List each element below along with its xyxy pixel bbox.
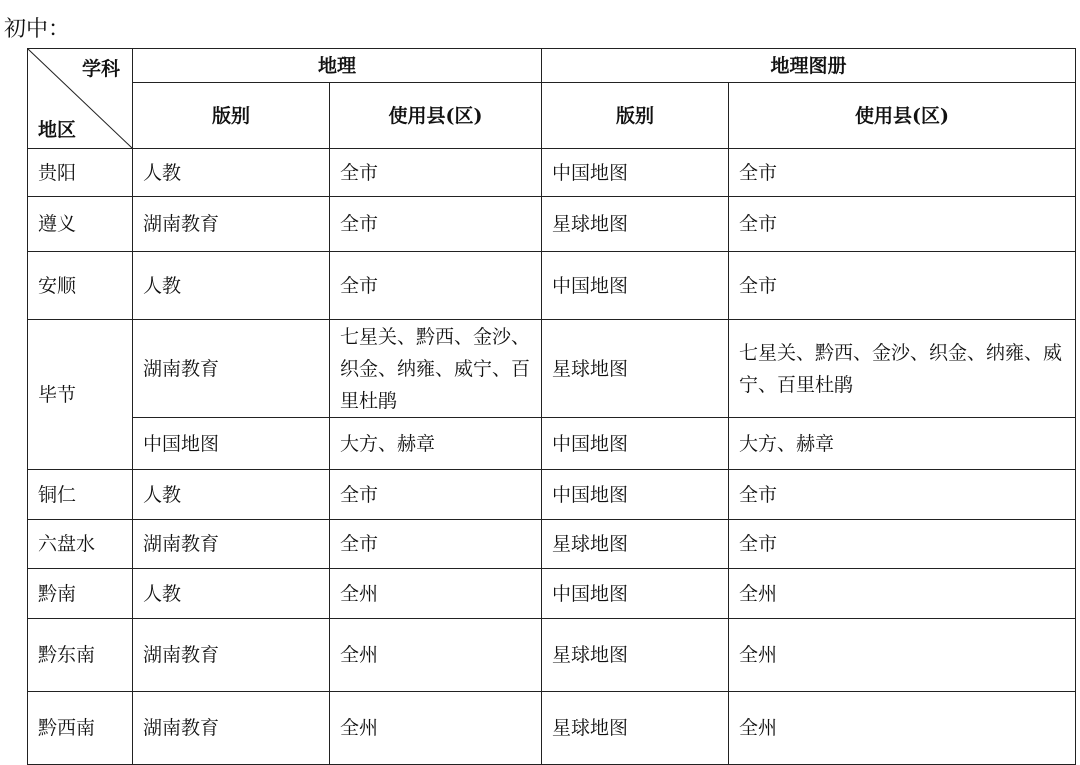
atlas-edition-cell: 星球地图 (542, 619, 729, 692)
table-row (28, 520, 1076, 569)
header-row-1 (28, 49, 1076, 83)
corner-header-cell (28, 49, 133, 149)
table-row (28, 470, 1076, 520)
region-cell: 黔东南 (28, 619, 133, 692)
table-row (28, 619, 1076, 692)
table-row (28, 569, 1076, 619)
region-cell: 黔西南 (28, 692, 133, 765)
atlas-edition-cell: 中国地图 (542, 418, 729, 470)
geo-edition-cell: 湖南教育 (133, 619, 330, 692)
subheader-atlas-edition: 版别 (542, 83, 729, 149)
table-row (28, 692, 1076, 765)
group-header-atlas: 地理图册 (542, 49, 1076, 83)
subheader-geo-edition: 版别 (133, 83, 330, 149)
geo-edition-cell: 中国地图 (133, 418, 330, 470)
textbook-table (27, 48, 1076, 765)
header-row-2 (28, 83, 1076, 149)
geo-area-cell: 全州 (330, 692, 542, 765)
region-cell: 贵阳 (28, 149, 133, 197)
atlas-edition-cell: 中国地图 (542, 149, 729, 197)
atlas-edition-cell: 中国地图 (542, 470, 729, 520)
subheader-geo-area: 使用县(区) (330, 83, 542, 149)
region-cell: 六盘水 (28, 520, 133, 569)
atlas-edition-cell: 星球地图 (542, 197, 729, 252)
geo-area-cell: 全州 (330, 619, 542, 692)
region-cell: 毕节 (28, 320, 133, 470)
region-cell: 安顺 (28, 252, 133, 320)
subheader-atlas-area: 使用县(区) (729, 83, 1076, 149)
atlas-area-cell: 全市 (729, 470, 1076, 520)
geo-area-cell: 全市 (330, 520, 542, 569)
atlas-edition-cell: 中国地图 (542, 252, 729, 320)
geo-area-cell: 全市 (330, 252, 542, 320)
atlas-edition-cell: 星球地图 (542, 320, 729, 418)
corner-subject-label: 学科 (81, 58, 120, 80)
geo-edition-cell: 湖南教育 (133, 692, 330, 765)
corner-region-label: 地区 (38, 119, 77, 141)
atlas-area-cell: 大方、赫章 (729, 418, 1076, 470)
atlas-area-cell: 全市 (729, 252, 1076, 320)
geo-edition-cell: 湖南教育 (133, 197, 330, 252)
atlas-edition-cell: 星球地图 (542, 520, 729, 569)
page-heading: 初中： (4, 17, 71, 42)
atlas-area-cell: 七星关、黔西、金沙、织金、纳雍、威宁、百里杜鹃 (729, 320, 1076, 418)
region-cell: 黔南 (28, 569, 133, 619)
geo-edition-cell: 人教 (133, 149, 330, 197)
table-row (28, 320, 1076, 418)
atlas-edition-cell: 中国地图 (542, 569, 729, 619)
geo-area-cell: 全州 (330, 569, 542, 619)
atlas-area-cell: 全市 (729, 520, 1076, 569)
atlas-area-cell: 全市 (729, 149, 1076, 197)
atlas-area-cell: 全州 (729, 692, 1076, 765)
geo-edition-cell: 人教 (133, 470, 330, 520)
region-cell: 铜仁 (28, 470, 133, 520)
atlas-area-cell: 全州 (729, 619, 1076, 692)
geo-area-cell: 七星关、黔西、金沙、织金、纳雍、威宁、百里杜鹃 (330, 320, 542, 418)
table-row (28, 418, 1076, 470)
geo-edition-cell: 湖南教育 (133, 520, 330, 569)
geo-area-cell: 全市 (330, 149, 542, 197)
group-header-geography: 地理 (133, 49, 542, 83)
table-row (28, 252, 1076, 320)
geo-area-cell: 大方、赫章 (330, 418, 542, 470)
geo-area-cell: 全市 (330, 197, 542, 252)
region-cell: 遵义 (28, 197, 133, 252)
table-row (28, 149, 1076, 197)
atlas-area-cell: 全市 (729, 197, 1076, 252)
atlas-area-cell: 全州 (729, 569, 1076, 619)
geo-edition-cell: 湖南教育 (133, 320, 330, 418)
atlas-edition-cell: 星球地图 (542, 692, 729, 765)
geo-edition-cell: 人教 (133, 252, 330, 320)
geo-edition-cell: 人教 (133, 569, 330, 619)
table-row (28, 197, 1076, 252)
geo-area-cell: 全市 (330, 470, 542, 520)
